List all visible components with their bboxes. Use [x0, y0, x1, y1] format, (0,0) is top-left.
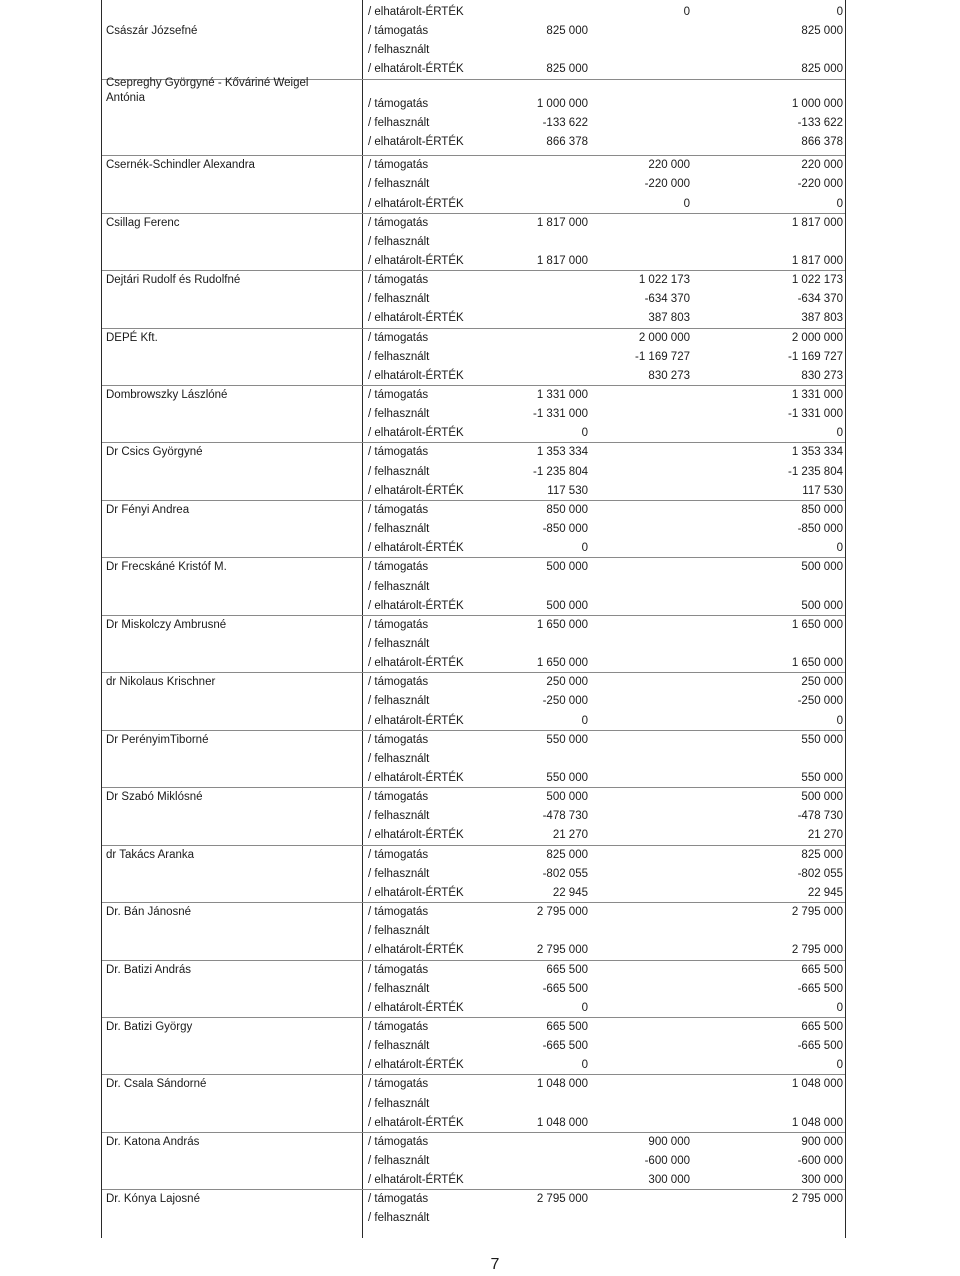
- value-column-2: -634 370: [644, 293, 690, 306]
- value-total: 1 000 000: [791, 97, 843, 110]
- value-column-1: 850 000: [546, 503, 588, 516]
- value-total: 2 795 000: [791, 1193, 843, 1206]
- entry-separator: [102, 442, 845, 443]
- row-label: / elhatárolt-ÉRTÉK: [368, 6, 464, 18]
- row-label-used: / felhasznált: [368, 925, 430, 938]
- value-column-1: 0: [581, 427, 588, 440]
- value-total: 866 378: [801, 136, 843, 149]
- row-label-support: / támogatás: [368, 25, 429, 38]
- value-total: 1 048 000: [791, 1078, 843, 1091]
- value-column-1: 1 331 000: [536, 389, 588, 401]
- value-total: 22 945: [807, 886, 843, 899]
- row-label-used: / felhasznált: [368, 1155, 430, 1167]
- value-column-1: -802 055: [542, 867, 588, 880]
- row-label-support: / támogatás: [368, 733, 429, 746]
- value-total: 1 048 000: [791, 1116, 843, 1129]
- entry-separator: [102, 385, 845, 386]
- entry-separator: [102, 557, 845, 558]
- value-total: -478 730: [797, 810, 843, 823]
- value-total: -220 000: [797, 178, 843, 191]
- beneficiary-name: Dr Fényi Andrea: [106, 503, 190, 516]
- value-total: 2 795 000: [791, 944, 843, 957]
- value-column-1: 250 000: [546, 676, 588, 689]
- row-label-support: / támogatás: [368, 446, 429, 459]
- beneficiary-name: Dr Frecskáné Kristóf M.: [106, 561, 227, 574]
- row-label-support: / támogatás: [368, 331, 429, 344]
- value-total: 0: [836, 714, 843, 727]
- value-column-2: 2 000 000: [638, 331, 690, 344]
- row-label-settled: / elhatárolt-ÉRTÉK: [368, 312, 464, 325]
- entry-separator: [102, 155, 845, 156]
- entry-separator: [102, 500, 845, 501]
- row-label-used: / felhasznált: [368, 44, 430, 57]
- beneficiary-name: Dr Szabó Miklósné: [106, 791, 203, 804]
- value-total: 1 353 334: [791, 446, 843, 459]
- value-column-2: 0: [683, 197, 690, 210]
- row-label-support: / támogatás: [368, 389, 429, 401]
- row-label-settled: / elhatárolt-ÉRTÉK: [368, 197, 464, 210]
- value-total: 21 270: [807, 829, 843, 842]
- value-column-1: 0: [581, 1059, 588, 1072]
- row-label-settled: / elhatárolt-ÉRTÉK: [368, 136, 464, 149]
- value-total: 665 500: [801, 1020, 843, 1033]
- page-number: 7: [490, 1256, 500, 1273]
- value-column-1: 21 270: [552, 829, 588, 842]
- value-column-1: 1 353 334: [536, 446, 588, 459]
- value-total: 1 817 000: [791, 254, 843, 267]
- beneficiary-name: Dr. Kónya Lajosné: [106, 1193, 200, 1206]
- value-total: 0: [836, 1059, 843, 1072]
- value-total: 1 817 000: [791, 216, 843, 229]
- row-label-support: / támogatás: [368, 848, 429, 861]
- value-column-1: 1 650 000: [536, 657, 588, 670]
- row-label-used: / felhasznált: [368, 523, 430, 536]
- row-label-settled: / elhatárolt-ÉRTÉK: [368, 599, 464, 612]
- value-total: 0: [836, 427, 843, 440]
- row-label-support: / támogatás: [368, 503, 429, 516]
- value-total: -665 500: [797, 1040, 843, 1053]
- value-column-2: 300 000: [648, 1174, 690, 1187]
- value-total: 1 022 173: [791, 274, 843, 287]
- value-column-1: 500 000: [546, 561, 588, 574]
- row-label-used: / felhasznált: [368, 465, 430, 478]
- entry-separator: [102, 615, 845, 616]
- value-column-1: 825 000: [546, 848, 588, 861]
- value-column-2: 0: [683, 6, 690, 18]
- row-label-used: / felhasznált: [368, 695, 430, 708]
- row-label-support: / támogatás: [368, 1078, 429, 1091]
- row-label-used: / felhasznált: [368, 350, 430, 363]
- value-column-1: 22 945: [552, 886, 588, 899]
- value-column-1: 825 000: [546, 25, 588, 38]
- value-total: 500 000: [801, 561, 843, 574]
- column-rule-right: [845, 0, 846, 1238]
- value-total: 900 000: [801, 1135, 843, 1148]
- row-label-settled: / elhatárolt-ÉRTÉK: [368, 772, 464, 784]
- value-column-1: 2 795 000: [536, 906, 588, 919]
- value-total: 117 530: [802, 484, 843, 497]
- row-label-used: / felhasznált: [368, 580, 430, 593]
- value-column-1: 1 817 000: [536, 216, 588, 229]
- value-total: 2 000 000: [791, 331, 843, 344]
- row-label-settled: / elhatárolt-ÉRTÉK: [368, 829, 464, 842]
- row-label-support: / támogatás: [368, 1020, 429, 1033]
- entry-separator: [102, 1189, 845, 1190]
- value-total: 250 000: [801, 676, 843, 689]
- value-column-1: 825 000: [546, 63, 588, 76]
- row-label-used: / felhasznált: [368, 867, 430, 880]
- value-column-1: -850 000: [542, 523, 588, 536]
- row-label-used: / felhasznált: [368, 1040, 430, 1053]
- row-label-support: / támogatás: [368, 1135, 429, 1148]
- row-label-settled: / elhatárolt-ÉRTÉK: [368, 1174, 464, 1187]
- beneficiary-name: Dr. Bán Jánosné: [106, 906, 192, 919]
- row-label-support: / támogatás: [368, 618, 429, 631]
- value-column-1: -478 730: [542, 810, 588, 823]
- row-label-used: / felhasznált: [368, 1212, 430, 1225]
- value-total: -1 235 804: [788, 465, 843, 478]
- value-column-2: 220 000: [648, 159, 690, 172]
- beneficiary-name: Dr. Batizi András: [106, 963, 192, 976]
- value-total: 825 000: [801, 848, 843, 861]
- beneficiary-name: Dejtári Rudolf és Rudolfné: [106, 274, 241, 287]
- row-label-settled: / elhatárolt-ÉRTÉK: [368, 542, 464, 555]
- entry-separator: [102, 328, 845, 329]
- beneficiary-name: Dombrowszky Lászlóné: [106, 389, 228, 401]
- value-total: 0: [836, 6, 843, 18]
- row-label-used: / felhasznált: [368, 235, 430, 248]
- entry-separator: [102, 902, 845, 903]
- row-label-support: / támogatás: [368, 906, 429, 919]
- value-column-2: 1 022 173: [638, 274, 690, 287]
- value-column-1: 0: [581, 542, 588, 555]
- value-column-1: 1 650 000: [536, 618, 588, 631]
- column-rule-left: [101, 0, 102, 1238]
- row-label-used: / felhasznált: [368, 810, 430, 823]
- value-column-1: -1 235 804: [533, 465, 588, 478]
- entry-separator: [102, 960, 845, 961]
- value-column-1: 1 048 000: [536, 1078, 588, 1091]
- row-label-used: / felhasznált: [368, 293, 430, 306]
- value-column-2: -220 000: [644, 178, 690, 191]
- value-column-2: -600 000: [644, 1155, 690, 1167]
- row-label-used: / felhasznált: [368, 178, 430, 191]
- value-total: 830 273: [801, 369, 843, 382]
- beneficiary-name: Dr Csics Györgyné: [106, 446, 203, 459]
- row-label-settled: / elhatárolt-ÉRTÉK: [368, 944, 464, 957]
- beneficiary-name: Dr. Batizi György: [106, 1020, 193, 1033]
- row-label-used: / felhasznált: [368, 116, 430, 129]
- value-column-2: 900 000: [648, 1135, 690, 1148]
- entry-separator: [102, 213, 845, 214]
- beneficiary-name: DEPÉ Kft.: [106, 331, 158, 344]
- value-column-2: -1 169 727: [635, 350, 690, 363]
- value-column-1: 866 378: [546, 136, 588, 149]
- row-label-settled: / elhatárolt-ÉRTÉK: [368, 369, 464, 382]
- entry-separator: [102, 730, 845, 731]
- beneficiary-name: Dr. Csala Sándorné: [106, 1078, 207, 1091]
- row-label-used: / felhasznált: [368, 637, 430, 650]
- value-column-1: -1 331 000: [533, 408, 588, 421]
- entry-separator: [102, 1017, 845, 1018]
- value-column-1: -665 500: [542, 982, 588, 995]
- row-label-support: / támogatás: [368, 159, 429, 172]
- value-column-1: -250 000: [542, 695, 588, 708]
- row-label-settled: / elhatárolt-ÉRTÉK: [368, 427, 464, 440]
- row-label-settled: / elhatárolt-ÉRTÉK: [368, 657, 464, 670]
- row-label-support: / támogatás: [368, 963, 429, 976]
- value-total: -634 370: [797, 293, 843, 306]
- value-column-1: 500 000: [546, 791, 588, 804]
- value-total: -665 500: [797, 982, 843, 995]
- value-total: 300 000: [801, 1174, 843, 1187]
- row-label-settled: / elhatárolt-ÉRTÉK: [368, 1116, 464, 1129]
- row-label-support: / támogatás: [368, 216, 429, 229]
- row-label-settled: / elhatárolt-ÉRTÉK: [368, 63, 464, 76]
- entry-separator: [102, 672, 845, 673]
- value-total: 2 795 000: [791, 906, 843, 919]
- value-column-1: 117 530: [547, 484, 588, 497]
- value-total: -1 169 727: [788, 350, 843, 363]
- value-column-1: 2 795 000: [536, 944, 588, 957]
- row-label-support: / támogatás: [368, 97, 429, 110]
- value-column-2: 387 803: [648, 312, 690, 325]
- value-total: 550 000: [801, 733, 843, 746]
- value-total: 850 000: [801, 503, 843, 516]
- value-total: -850 000: [797, 523, 843, 536]
- value-column-1: -665 500: [542, 1040, 588, 1053]
- entry-separator: [102, 845, 845, 846]
- beneficiary-name: Csernék-Schindler Alexandra: [106, 159, 255, 172]
- row-label-used: / felhasznált: [368, 408, 430, 421]
- value-column-1: 665 500: [546, 963, 588, 976]
- row-label-support: / támogatás: [368, 1193, 429, 1206]
- value-total: -1 331 000: [788, 408, 843, 421]
- row-label-settled: / elhatárolt-ÉRTÉK: [368, 1001, 464, 1014]
- entry-separator: [102, 270, 845, 271]
- value-column-1: 1 048 000: [536, 1116, 588, 1129]
- row-label-settled: / elhatárolt-ÉRTÉK: [368, 1059, 464, 1072]
- row-label-support: / támogatás: [368, 791, 429, 804]
- value-total: 1 650 000: [791, 657, 843, 670]
- value-column-1: 2 795 000: [536, 1193, 588, 1206]
- value-total: 1 331 000: [791, 389, 843, 401]
- beneficiary-name: Dr Miskolczy Ambrusné: [106, 618, 227, 631]
- row-label-support: / támogatás: [368, 561, 429, 574]
- row-label-used: / felhasznált: [368, 752, 430, 765]
- value-total: 825 000: [801, 25, 843, 38]
- beneficiary-name: dr Takács Aranka: [106, 848, 195, 861]
- beneficiary-name: dr Nikolaus Krischner: [106, 676, 216, 689]
- value-total: 500 000: [801, 599, 843, 612]
- value-column-1: 0: [581, 714, 588, 727]
- value-total: 825 000: [801, 63, 843, 76]
- value-column-1: 550 000: [546, 733, 588, 746]
- value-column-1: 1 817 000: [536, 254, 588, 267]
- row-label-used: / felhasznált: [368, 982, 430, 995]
- row-label-settled: / elhatárolt-ÉRTÉK: [368, 714, 464, 727]
- beneficiary-name: Császár Józsefné: [106, 25, 198, 38]
- value-total: 500 000: [801, 791, 843, 804]
- value-total: -133 622: [797, 116, 843, 129]
- value-column-1: 0: [581, 1001, 588, 1014]
- row-label-support: / támogatás: [368, 274, 429, 287]
- value-total: 220 000: [801, 159, 843, 172]
- row-label-settled: / elhatárolt-ÉRTÉK: [368, 886, 464, 899]
- value-column-1: 500 000: [546, 599, 588, 612]
- value-total: 665 500: [801, 963, 843, 976]
- value-column-2: 830 273: [648, 369, 690, 382]
- value-total: 0: [836, 197, 843, 210]
- value-total: -250 000: [797, 695, 843, 708]
- entry-separator: [102, 1074, 845, 1075]
- row-label-support: / támogatás: [368, 676, 429, 689]
- value-total: 0: [836, 1001, 843, 1014]
- entry-separator: [102, 787, 845, 788]
- beneficiary-name: Csepreghy Györgyné - Kőváriné Weigel: [106, 76, 309, 89]
- row-label-settled: / elhatárolt-ÉRTÉK: [368, 484, 464, 497]
- row-label-used: / felhasznált: [368, 1097, 430, 1110]
- column-rule-middle: [362, 0, 363, 1238]
- row-label-settled: / elhatárolt-ÉRTÉK: [368, 254, 464, 267]
- value-total: 0: [836, 542, 843, 555]
- value-column-1: 550 000: [546, 772, 588, 784]
- beneficiary-name: Dr. Katona András: [106, 1135, 200, 1148]
- value-total: -802 055: [797, 867, 843, 880]
- beneficiary-name: Dr PerényimTiborné: [106, 733, 209, 746]
- value-column-1: -133 622: [542, 116, 588, 129]
- value-column-1: 1 000 000: [536, 97, 588, 110]
- entry-separator: [102, 1132, 845, 1133]
- value-total: 550 000: [801, 772, 843, 784]
- value-column-1: 665 500: [546, 1020, 588, 1033]
- value-total: 1 650 000: [791, 618, 843, 631]
- value-total: -600 000: [797, 1155, 843, 1167]
- beneficiary-name: Csillag Ferenc: [106, 216, 180, 229]
- value-total: 387 803: [801, 312, 843, 325]
- beneficiary-name-cont: Antónia: [106, 91, 146, 104]
